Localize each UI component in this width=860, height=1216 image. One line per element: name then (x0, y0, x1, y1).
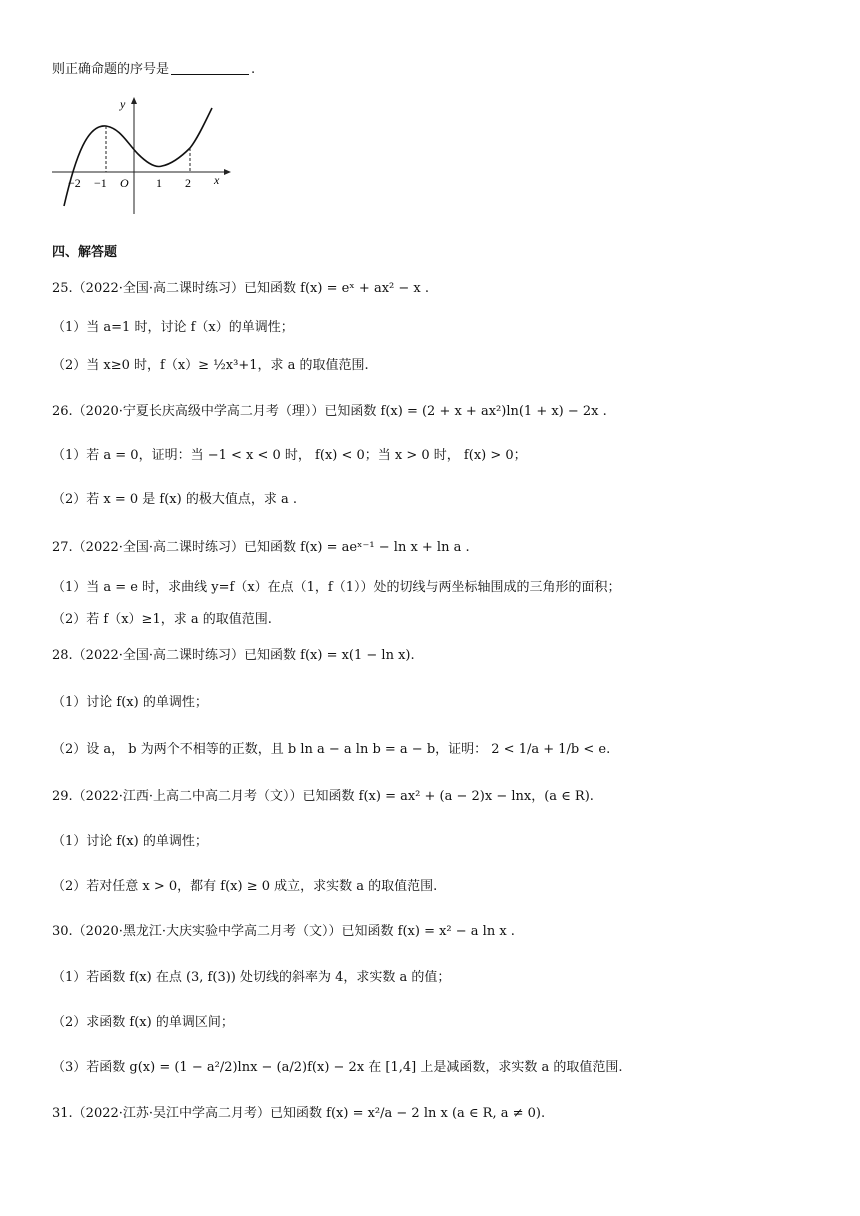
q29-part2: （2）若对任意 x > 0，都有 f(x) ≥ 0 成立，求实数 a 的取值范围. (52, 879, 438, 894)
q25-part1: （1）当 a=1 时，讨论 f（x）的单调性； (52, 320, 294, 335)
q26-stem: 26.（2020·宁夏长庆高级中学高二月考（理））已知函数 f(x) = (2 + x + ax²)ln(1 + x) − 2x . (52, 404, 607, 419)
tick-label: 2 (185, 176, 191, 190)
origin-label: O (120, 176, 129, 190)
x-axis-label: x (214, 173, 220, 187)
q25-part2: （2）当 x≥0 时，f（x）≥ ½x³+1，求 a 的取值范围. (52, 358, 369, 373)
q31-stem: 31.（2022·江苏·吴江中学高二月考）已知函数 f(x) = x²/a − 2 ln x (a ∈ R, a ≠ 0). (52, 1106, 546, 1121)
tick-label: −2 (68, 176, 81, 190)
q28-stem: 28.（2022·全国·高二课时练习）已知函数 f(x) = x(1 − ln x). (52, 648, 415, 663)
tick-label: 1 (156, 176, 162, 190)
answer-blank[interactable] (171, 60, 249, 75)
q25-stem: 25.（2022·全国·高二课时练习）已知函数 f(x) = eˣ + ax² − x . (52, 281, 430, 296)
q30-part3: （3）若函数 g(x) = (1 − a²/2)lnx − (a/2)f(x) − 2x 在 [1,4] 上是减函数，求实数 a 的取值范围. (52, 1060, 623, 1075)
q27-part1: （1）当 a = e 时，求曲线 y=f（x）在点（1，f（1））处的切线与两坐标轴围成的三角形的面积； (52, 580, 621, 595)
q27-part2: （2）若 f（x）≥1，求 a 的取值范围. (52, 612, 272, 627)
section-title: 四、解答题 (52, 245, 118, 260)
function-graph (48, 94, 233, 219)
q30-part2: （2）求函数 f(x) 的单调区间； (52, 1015, 234, 1030)
q24-prompt-end: . (251, 62, 256, 77)
q26-part2: （2）若 x = 0 是 f(x) 的极大值点，求 a . (52, 492, 297, 507)
q26-part1: （1）若 a = 0，证明：当 −1 < x < 0 时， f(x) < 0；当 x > 0 时， f(x) > 0； (52, 448, 527, 463)
q30-part1: （1）若函数 f(x) 在点 (3, f(3)) 处切线的斜率为 4，求实数 a 的值； (52, 970, 451, 985)
q29-stem: 29.（2022·江西·上高二中高二月考（文））已知函数 f(x) = ax² + (a − 2)x − lnx，(a ∈ R). (52, 789, 594, 804)
q28-part2: （2）设 a， b 为两个不相等的正数，且 b ln a − a ln b = a − b，证明： 2 < 1/a + 1/b < e. (52, 742, 611, 757)
q30-stem: 30.（2020·黑龙江·大庆实验中学高二月考（文））已知函数 f(x) = x² − a ln x . (52, 924, 515, 939)
q24-prompt-text: 则正确命题的序号是 (52, 62, 170, 77)
tick-label: −1 (94, 176, 107, 190)
y-axis-label: y (120, 97, 126, 111)
q24-answer-prompt (52, 60, 255, 80)
q27-stem: 27.（2022·全国·高二课时练习）已知函数 f(x) = aeˣ⁻¹ − ln x + ln a . (52, 540, 470, 555)
q28-part1: （1）讨论 f(x) 的单调性； (52, 695, 208, 710)
q29-part1: （1）讨论 f(x) 的单调性； (52, 834, 208, 849)
